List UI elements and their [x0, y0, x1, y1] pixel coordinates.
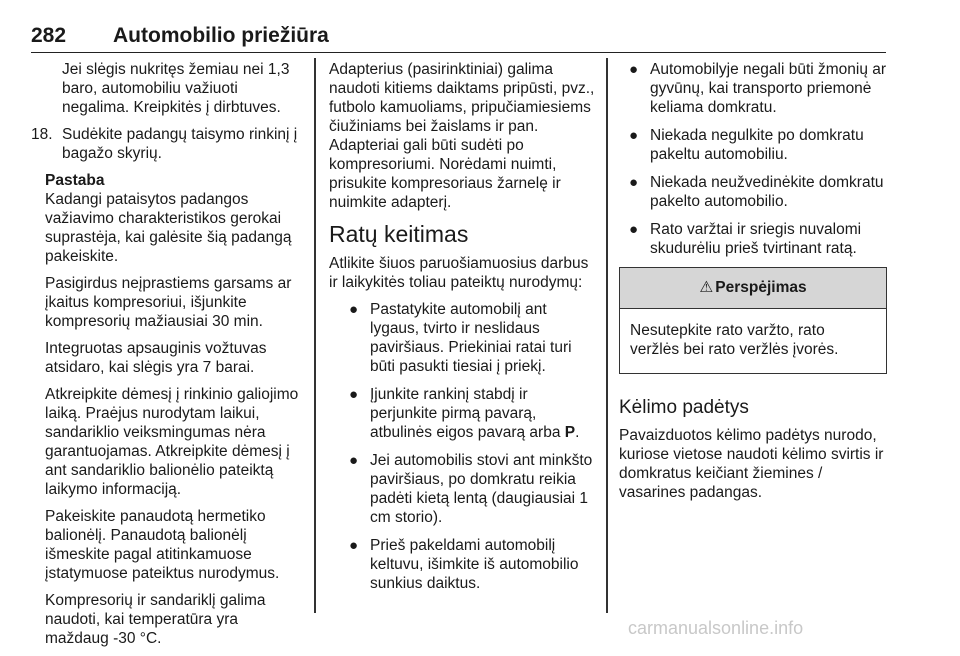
adapter-paragraph: Adapterius (pasirinktiniai) galima naudoti kitiems daiktams pripūsti, pvz., futbolo kamuoliams, pripučiamiesiems čiužiniams bei žaislams ir pan. Adapteriai gali būti sudėti po kompresoriumi. Norėdami nuimti, prisukite kompresoriaus žarnelę ir nuimkite adapterį.: [329, 61, 595, 211]
step-text: Sudėkite padangų taisymo rinkinį į bagažo skyrių.: [62, 126, 298, 162]
bullet-icon: ●: [629, 174, 639, 191]
list-item: [619, 60, 887, 117]
warning-title: Perspėjimas: [715, 279, 807, 296]
list-item: [339, 451, 597, 527]
warning-box: [619, 267, 887, 374]
step-number: 18.: [31, 126, 53, 143]
bullet-icon: ●: [349, 301, 359, 318]
list-item: [339, 300, 597, 376]
section-heading: Ratų keitimas: [329, 221, 469, 247]
list-item-text: Prieš pakeldami automobilį keltuvu, išimkite iš automobilio sunkius daiktus.: [370, 537, 579, 592]
bullet-icon: ●: [629, 221, 639, 238]
note-label: Pastaba: [45, 172, 105, 189]
column-divider: [606, 58, 608, 613]
list-item: [619, 173, 887, 211]
safety-list: [619, 60, 887, 258]
column-divider: [314, 58, 316, 613]
note-text: Kadangi pataisytos padangos važiavimo charakteristikos gerokai suprastėja, kai galėsite šią padangą pakeiskite.: [45, 191, 292, 265]
list-item: [619, 126, 887, 164]
list-item-text: Niekada neužvedinėkite domkratu pakelto automobilio.: [650, 174, 884, 210]
list-item-text: Jei automobilis stovi ant minkšto paviršiaus, po domkratu reikia padėti kietą lentą (daugiausiai 1 cm storio).: [370, 452, 593, 526]
bullet-icon: ●: [629, 127, 639, 144]
paragraph: Integruotas apsauginis vožtuvas atsidaro, kai slėgis yra 7 barai.: [45, 340, 267, 376]
column-left: [31, 60, 301, 656]
paragraph: Pavaizduotos kėlimo padėtys nurodo, kuriose vietose naudoti kėlimo svirtis ir domkratus keičiant žiemines / vasarines padangas.: [619, 427, 884, 501]
list-item: [619, 220, 887, 258]
list-item-text: Pastatykite automobilį ant lygaus, tvirto ir neslidaus paviršiaus. Priekiniai ratai turi būti pasukti tiesiai į priekį.: [370, 301, 572, 375]
page-header: [31, 0, 886, 53]
continued-paragraph: Jei slėgis nukritęs žemiau nei 1,3 baro, automobiliu važiuoti negalima. Kreipkitės į dirbtuves.: [62, 61, 290, 116]
bullet-icon: ●: [349, 452, 359, 469]
warning-text: Nesutepkite rato varžto, rato veržlės bei rato veržlės įvorės.: [630, 322, 839, 358]
list-item-text: Rato varžtai ir sriegis nuvalomi skudurėliu prieš tvirtinant ratą.: [650, 221, 862, 257]
watermark: carmanualsonline.info: [628, 618, 804, 638]
lead-paragraph: Atlikite šiuos paruošiamuosius darbus ir laikykitės toliau pateiktų nurodymų:: [329, 255, 589, 291]
paragraph: Pasigirdus neįprastiems garsams ar įkaitus kompresoriui, išjunkite kompresorių mažiausiai 30 min.: [45, 275, 292, 330]
preparation-list: [329, 300, 597, 593]
step-18: [31, 125, 301, 163]
list-item-text: Niekada negulkite po domkratu pakeltu automobiliu.: [650, 127, 864, 163]
note-block: [31, 171, 301, 648]
paragraph: Atkreipkite dėmesį į rinkinio galiojimo laiką. Praėjus nurodytam laikui, sandariklio veiksmingumas nėra garantuojamas. Atkreipkite dėmesį į ant sandariklio balionėlio pateiktą laikymo informaciją.: [45, 386, 299, 498]
page-number: 282: [31, 24, 67, 47]
warning-header: [620, 268, 886, 309]
bullet-icon: ●: [629, 61, 639, 78]
subsection-heading: Kėlimo padėtys: [619, 397, 749, 418]
list-item-text: Automobilyje negali būti žmonių ar gyvūnų, kai transporto priemonė keliama domkratu.: [650, 61, 887, 116]
gear-letter: P: [564, 424, 576, 441]
bullet-icon: ●: [349, 386, 359, 403]
warning-icon: ⚠: [699, 279, 714, 296]
paragraph: Pakeiskite panaudotą hermetiko balionėlį. Panaudotą balionėlį išmeskite pagal atitinkamuose įstatymuose pateiktus nurodymus.: [45, 508, 280, 582]
page-title: Automobilio priežiūra: [113, 24, 329, 47]
list-item: [339, 536, 597, 593]
column-middle: [329, 60, 597, 602]
column-right: [619, 60, 887, 510]
list-item-text: .: [575, 424, 580, 441]
bullet-icon: ●: [349, 537, 359, 554]
list-item-text: Įjunkite rankinį stabdį ir perjunkite pirmą pavarą, atbulinės eigos pavarą arba: [370, 386, 565, 441]
list-item: [339, 385, 597, 442]
paragraph: Kompresorių ir sandariklį galima naudoti, kai temperatūra yra maždaug -30 °C.: [45, 592, 266, 647]
